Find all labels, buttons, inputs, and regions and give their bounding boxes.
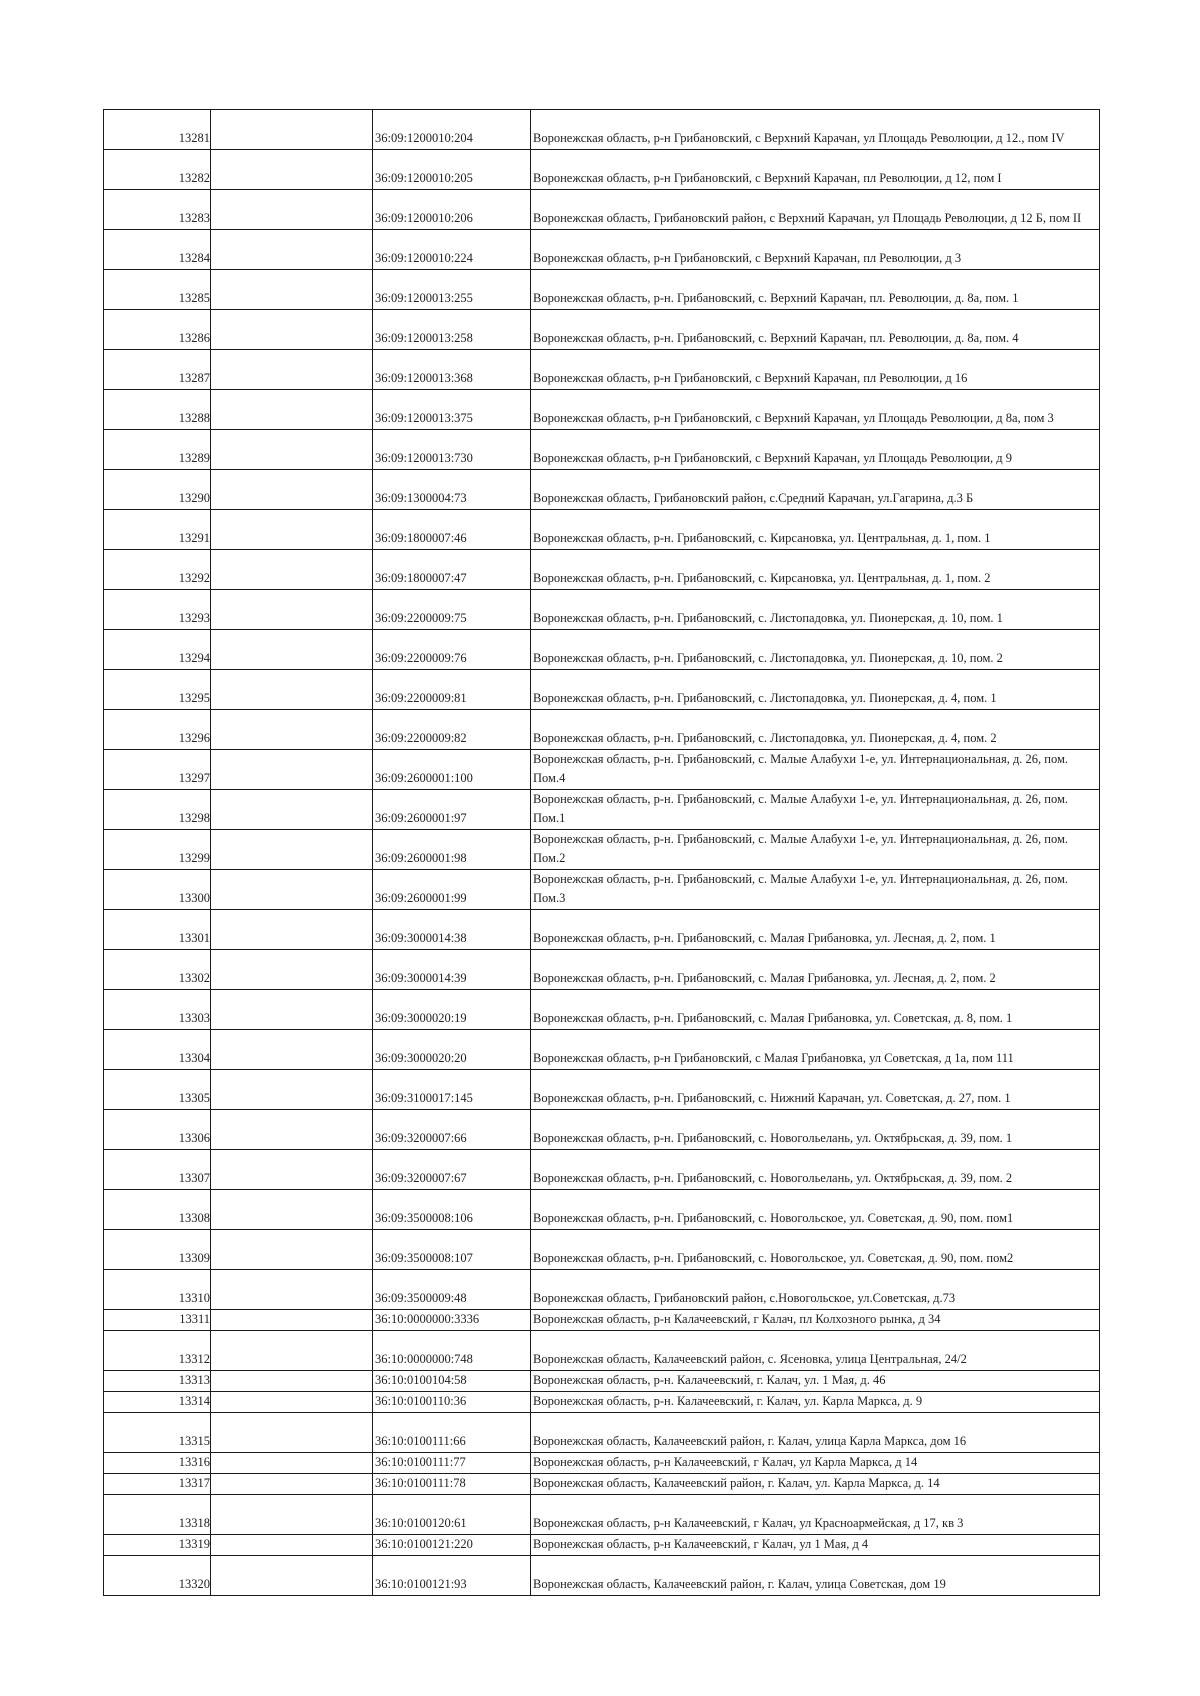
- row-number-cell: 13282: [104, 150, 211, 190]
- table-row: [104, 550, 1100, 590]
- address-cell: Воронежская область, р-н. Грибановский, с. Малая Грибановка, ул. Советская, д. 8, пом. 1: [531, 990, 1100, 1030]
- cadastral-number-cell: 36:09:1200013:368: [373, 350, 531, 390]
- row-number-cell: 13313: [104, 1371, 211, 1392]
- address-cell: Воронежская область, р-н. Грибановский, с. Листопадовка, ул. Пионерская, д. 4, пом. 1: [531, 670, 1100, 710]
- table-row: [104, 950, 1100, 990]
- address-cell: Воронежская область, р-н. Калачеевский, г. Калач, ул. Карла Маркса, д. 9: [531, 1392, 1100, 1413]
- row-number-cell: 13309: [104, 1230, 211, 1270]
- row-number-cell: 13301: [104, 910, 211, 950]
- address-cell: Воронежская область, р-н Грибановский, с Верхний Карачан, пл Революции, д 16: [531, 350, 1100, 390]
- empty-cell: [211, 430, 373, 470]
- row-number-cell: 13302: [104, 950, 211, 990]
- cadastral-number-cell: 36:09:3000020:20: [373, 1030, 531, 1070]
- cadastral-number-cell: 36:10:0000000:748: [373, 1331, 531, 1371]
- address-cell: Воронежская область, р-н. Грибановский, с. Новогольское, ул. Советская, д. 90, пом. пом1: [531, 1190, 1100, 1230]
- empty-cell: [211, 1453, 373, 1474]
- table-row: [104, 1495, 1100, 1535]
- empty-cell: [211, 510, 373, 550]
- empty-cell: [211, 1556, 373, 1596]
- empty-cell: [211, 1230, 373, 1270]
- cadastral-number-cell: 36:09:2200009:82: [373, 710, 531, 750]
- row-number-cell: 13293: [104, 590, 211, 630]
- table-row: [104, 710, 1100, 750]
- table-row: [104, 1556, 1100, 1596]
- cadastral-number-cell: 36:10:0100111:66: [373, 1413, 531, 1453]
- cadastral-number-cell: 36:09:1200010:224: [373, 230, 531, 270]
- address-cell: Воронежская область, Грибановский район, с.Средний Карачан, ул.Гагарина, д.3 Б: [531, 470, 1100, 510]
- empty-cell: [211, 830, 373, 870]
- row-number-cell: 13314: [104, 1392, 211, 1413]
- address-cell: Воронежская область, р-н. Грибановский, с. Малые Алабухи 1-е, ул. Интернациональная, д. 26, пом. Пом.1: [531, 790, 1100, 830]
- table-row: [104, 510, 1100, 550]
- table-row: [104, 270, 1100, 310]
- cadastral-number-cell: 36:10:0000000:3336: [373, 1310, 531, 1331]
- cadastral-number-cell: 36:10:0100110:36: [373, 1392, 531, 1413]
- table-row: [104, 430, 1100, 470]
- table-row: [104, 1535, 1100, 1556]
- address-cell: Воронежская область, р-н Грибановский, с Верхний Карачан, ул Площадь Революции, д 9: [531, 430, 1100, 470]
- table-row: [104, 790, 1100, 830]
- registry-table-body: [104, 110, 1100, 1596]
- table-row: [104, 1270, 1100, 1310]
- cadastral-number-cell: 36:10:0100111:78: [373, 1474, 531, 1495]
- empty-cell: [211, 710, 373, 750]
- empty-cell: [211, 1110, 373, 1150]
- cadastral-number-cell: 36:09:1200013:375: [373, 390, 531, 430]
- address-cell: Воронежская область, Калачеевский район, г. Калач, ул. Карла Маркса, д. 14: [531, 1474, 1100, 1495]
- table-row: [104, 150, 1100, 190]
- table-row: [104, 870, 1100, 910]
- empty-cell: [211, 110, 373, 150]
- address-cell: Воронежская область, Калачеевский район, с. Ясеновка, улица Центральная, 24/2: [531, 1331, 1100, 1371]
- row-number-cell: 13294: [104, 630, 211, 670]
- cadastral-number-cell: 36:09:1200010:206: [373, 190, 531, 230]
- empty-cell: [211, 1190, 373, 1230]
- address-cell: Воронежская область, р-н. Грибановский, с. Кирсановка, ул. Центральная, д. 1, пом. 1: [531, 510, 1100, 550]
- empty-cell: [211, 550, 373, 590]
- row-number-cell: 13307: [104, 1150, 211, 1190]
- address-cell: Воронежская область, р-н. Грибановский, с. Верхний Карачан, пл. Революции, д. 8а, пом. 1: [531, 270, 1100, 310]
- row-number-cell: 13308: [104, 1190, 211, 1230]
- row-number-cell: 13286: [104, 310, 211, 350]
- empty-cell: [211, 1392, 373, 1413]
- empty-cell: [211, 1495, 373, 1535]
- table-row: [104, 1413, 1100, 1453]
- row-number-cell: 13284: [104, 230, 211, 270]
- empty-cell: [211, 1331, 373, 1371]
- empty-cell: [211, 270, 373, 310]
- row-number-cell: 13310: [104, 1270, 211, 1310]
- cadastral-number-cell: 36:09:2600001:100: [373, 750, 531, 790]
- table-row: [104, 470, 1100, 510]
- address-cell: Воронежская область, Грибановский район, с Верхний Карачан, ул Площадь Революции, д 12 Б, пом II: [531, 190, 1100, 230]
- row-number-cell: 13320: [104, 1556, 211, 1596]
- cadastral-number-cell: 36:09:2600001:97: [373, 790, 531, 830]
- table-row: [104, 1150, 1100, 1190]
- table-row: [104, 990, 1100, 1030]
- empty-cell: [211, 190, 373, 230]
- row-number-cell: 13311: [104, 1310, 211, 1331]
- empty-cell: [211, 790, 373, 830]
- empty-cell: [211, 310, 373, 350]
- row-number-cell: 13300: [104, 870, 211, 910]
- empty-cell: [211, 750, 373, 790]
- address-cell: Воронежская область, р-н. Грибановский, с. Листопадовка, ул. Пионерская, д. 10, пом. 2: [531, 630, 1100, 670]
- table-row: [104, 1110, 1100, 1150]
- row-number-cell: 13291: [104, 510, 211, 550]
- cadastral-number-cell: 36:09:1800007:47: [373, 550, 531, 590]
- cadastral-number-cell: 36:10:0100104:58: [373, 1371, 531, 1392]
- empty-cell: [211, 1413, 373, 1453]
- cadastral-number-cell: 36:10:0100111:77: [373, 1453, 531, 1474]
- empty-cell: [211, 870, 373, 910]
- address-cell: Воронежская область, р-н. Грибановский, с. Нижний Карачан, ул. Советская, д. 27, пом. 1: [531, 1070, 1100, 1110]
- address-cell: Воронежская область, р-н Грибановский, с Малая Грибановка, ул Советская, д 1а, пом 111: [531, 1030, 1100, 1070]
- cadastral-number-cell: 36:09:1200010:205: [373, 150, 531, 190]
- empty-cell: [211, 1310, 373, 1331]
- row-number-cell: 13299: [104, 830, 211, 870]
- table-row: [104, 190, 1100, 230]
- empty-cell: [211, 670, 373, 710]
- address-cell: Воронежская область, р-н. Грибановский, с. Кирсановка, ул. Центральная, д. 1, пом. 2: [531, 550, 1100, 590]
- cadastral-number-cell: 36:09:2600001:99: [373, 870, 531, 910]
- cadastral-number-cell: 36:09:3000014:38: [373, 910, 531, 950]
- row-number-cell: 13295: [104, 670, 211, 710]
- cadastral-number-cell: 36:09:2600001:98: [373, 830, 531, 870]
- address-cell: Воронежская область, р-н. Грибановский, с. Листопадовка, ул. Пионерская, д. 4, пом. 2: [531, 710, 1100, 750]
- address-cell: Воронежская область, р-н. Грибановский, с. Малая Грибановка, ул. Лесная, д. 2, пом. 2: [531, 950, 1100, 990]
- row-number-cell: 13316: [104, 1453, 211, 1474]
- empty-cell: [211, 1535, 373, 1556]
- table-row: [104, 670, 1100, 710]
- cadastral-number-cell: 36:09:1300004:73: [373, 470, 531, 510]
- cadastral-number-cell: 36:09:3500008:107: [373, 1230, 531, 1270]
- empty-cell: [211, 590, 373, 630]
- address-cell: Воронежская область, р-н Калачеевский, г Калач, пл Колхозного рынка, д 34: [531, 1310, 1100, 1331]
- address-cell: Воронежская область, р-н. Грибановский, с. Новогольское, ул. Советская, д. 90, пом. пом2: [531, 1230, 1100, 1270]
- cadastral-number-cell: 36:10:0100121:93: [373, 1556, 531, 1596]
- empty-cell: [211, 1474, 373, 1495]
- table-row: [104, 1331, 1100, 1371]
- row-number-cell: 13288: [104, 390, 211, 430]
- empty-cell: [211, 950, 373, 990]
- cadastral-number-cell: 36:09:3000014:39: [373, 950, 531, 990]
- row-number-cell: 13290: [104, 470, 211, 510]
- address-cell: Воронежская область, р-н Грибановский, с Верхний Карачан, ул Площадь Революции, д 12., пом IV: [531, 110, 1100, 150]
- address-cell: Воронежская область, р-н Калачеевский, г Калач, ул 1 Мая, д 4: [531, 1535, 1100, 1556]
- table-row: [104, 1371, 1100, 1392]
- row-number-cell: 13303: [104, 990, 211, 1030]
- table-row: [104, 830, 1100, 870]
- cadastral-number-cell: 36:09:1200013:730: [373, 430, 531, 470]
- empty-cell: [211, 630, 373, 670]
- row-number-cell: 13289: [104, 430, 211, 470]
- row-number-cell: 13317: [104, 1474, 211, 1495]
- row-number-cell: 13283: [104, 190, 211, 230]
- row-number-cell: 13292: [104, 550, 211, 590]
- address-cell: Воронежская область, р-н. Грибановский, с. Малая Грибановка, ул. Лесная, д. 2, пом. 1: [531, 910, 1100, 950]
- empty-cell: [211, 350, 373, 390]
- address-cell: Воронежская область, р-н. Грибановский, с. Малые Алабухи 1-е, ул. Интернациональная, д. 26, пом. Пом.4: [531, 750, 1100, 790]
- table-row: [104, 1392, 1100, 1413]
- table-row: [104, 110, 1100, 150]
- empty-cell: [211, 1270, 373, 1310]
- row-number-cell: 13285: [104, 270, 211, 310]
- empty-cell: [211, 230, 373, 270]
- row-number-cell: 13287: [104, 350, 211, 390]
- address-cell: Воронежская область, Грибановский район, с.Новогольское, ул.Советская, д.73: [531, 1270, 1100, 1310]
- address-cell: Воронежская область, р-н. Грибановский, с. Листопадовка, ул. Пионерская, д. 10, пом. 1: [531, 590, 1100, 630]
- cadastral-number-cell: 36:09:3200007:66: [373, 1110, 531, 1150]
- table-row: [104, 1030, 1100, 1070]
- table-row: [104, 750, 1100, 790]
- table-row: [104, 1310, 1100, 1331]
- table-row: [104, 1230, 1100, 1270]
- cadastral-number-cell: 36:09:3500008:106: [373, 1190, 531, 1230]
- address-cell: Воронежская область, р-н. Грибановский, с. Верхний Карачан, пл. Революции, д. 8а, пом. 4: [531, 310, 1100, 350]
- empty-cell: [211, 1150, 373, 1190]
- empty-cell: [211, 1371, 373, 1392]
- cadastral-number-cell: 36:09:1200013:255: [373, 270, 531, 310]
- address-cell: Воронежская область, р-н Грибановский, с Верхний Карачан, ул Площадь Революции, д 8а, пом 3: [531, 390, 1100, 430]
- table-row: [104, 390, 1100, 430]
- row-number-cell: 13297: [104, 750, 211, 790]
- empty-cell: [211, 390, 373, 430]
- cadastral-number-cell: 36:09:2200009:81: [373, 670, 531, 710]
- table-row: [104, 1070, 1100, 1110]
- cadastral-number-cell: 36:10:0100121:220: [373, 1535, 531, 1556]
- row-number-cell: 13312: [104, 1331, 211, 1371]
- row-number-cell: 13305: [104, 1070, 211, 1110]
- address-cell: Воронежская область, р-н Грибановский, с Верхний Карачан, пл Революции, д 12, пом I: [531, 150, 1100, 190]
- registry-table: [103, 109, 1100, 1596]
- cadastral-number-cell: 36:09:3100017:145: [373, 1070, 531, 1110]
- empty-cell: [211, 1030, 373, 1070]
- row-number-cell: 13304: [104, 1030, 211, 1070]
- table-row: [104, 630, 1100, 670]
- empty-cell: [211, 990, 373, 1030]
- cadastral-number-cell: 36:09:3000020:19: [373, 990, 531, 1030]
- row-number-cell: 13315: [104, 1413, 211, 1453]
- address-cell: Воронежская область, р-н Грибановский, с Верхний Карачан, пл Революции, д 3: [531, 230, 1100, 270]
- row-number-cell: 13319: [104, 1535, 211, 1556]
- address-cell: Воронежская область, р-н. Грибановский, с. Малые Алабухи 1-е, ул. Интернациональная, д. 26, пом. Пом.2: [531, 830, 1100, 870]
- row-number-cell: 13318: [104, 1495, 211, 1535]
- empty-cell: [211, 470, 373, 510]
- address-cell: Воронежская область, р-н. Грибановский, с. Новогольелань, ул. Октябрьская, д. 39, пом. 1: [531, 1110, 1100, 1150]
- table-row: [104, 1474, 1100, 1495]
- address-cell: Воронежская область, р-н Калачеевский, г Калач, ул Красноармейская, д 17, кв 3: [531, 1495, 1100, 1535]
- address-cell: Воронежская область, р-н. Грибановский, с. Малые Алабухи 1-е, ул. Интернациональная, д. 26, пом. Пом.3: [531, 870, 1100, 910]
- address-cell: Воронежская область, р-н Калачеевский, г Калач, ул Карла Маркса, д 14: [531, 1453, 1100, 1474]
- address-cell: Воронежская область, Калачеевский район, г. Калач, улица Советская, дом 19: [531, 1556, 1100, 1596]
- empty-cell: [211, 1070, 373, 1110]
- table-row: [104, 1453, 1100, 1474]
- empty-cell: [211, 150, 373, 190]
- cadastral-number-cell: 36:09:2200009:76: [373, 630, 531, 670]
- row-number-cell: 13296: [104, 710, 211, 750]
- cadastral-number-cell: 36:10:0100120:61: [373, 1495, 531, 1535]
- table-row: [104, 350, 1100, 390]
- cadastral-number-cell: 36:09:3200007:67: [373, 1150, 531, 1190]
- cadastral-number-cell: 36:09:1200013:258: [373, 310, 531, 350]
- address-cell: Воронежская область, р-н. Грибановский, с. Новогольелань, ул. Октябрьская, д. 39, пом. 2: [531, 1150, 1100, 1190]
- table-row: [104, 910, 1100, 950]
- address-cell: Воронежская область, р-н. Калачеевский, г. Калач, ул. 1 Мая, д. 46: [531, 1371, 1100, 1392]
- table-row: [104, 230, 1100, 270]
- cadastral-number-cell: 36:09:3500009:48: [373, 1270, 531, 1310]
- cadastral-number-cell: 36:09:2200009:75: [373, 590, 531, 630]
- table-row: [104, 590, 1100, 630]
- row-number-cell: 13281: [104, 110, 211, 150]
- empty-cell: [211, 910, 373, 950]
- address-cell: Воронежская область, Калачеевский район, г. Калач, улица Карла Маркса, дом 16: [531, 1413, 1100, 1453]
- row-number-cell: 13298: [104, 790, 211, 830]
- table-row: [104, 1190, 1100, 1230]
- cadastral-number-cell: 36:09:1800007:46: [373, 510, 531, 550]
- table-row: [104, 310, 1100, 350]
- row-number-cell: 13306: [104, 1110, 211, 1150]
- cadastral-number-cell: 36:09:1200010:204: [373, 110, 531, 150]
